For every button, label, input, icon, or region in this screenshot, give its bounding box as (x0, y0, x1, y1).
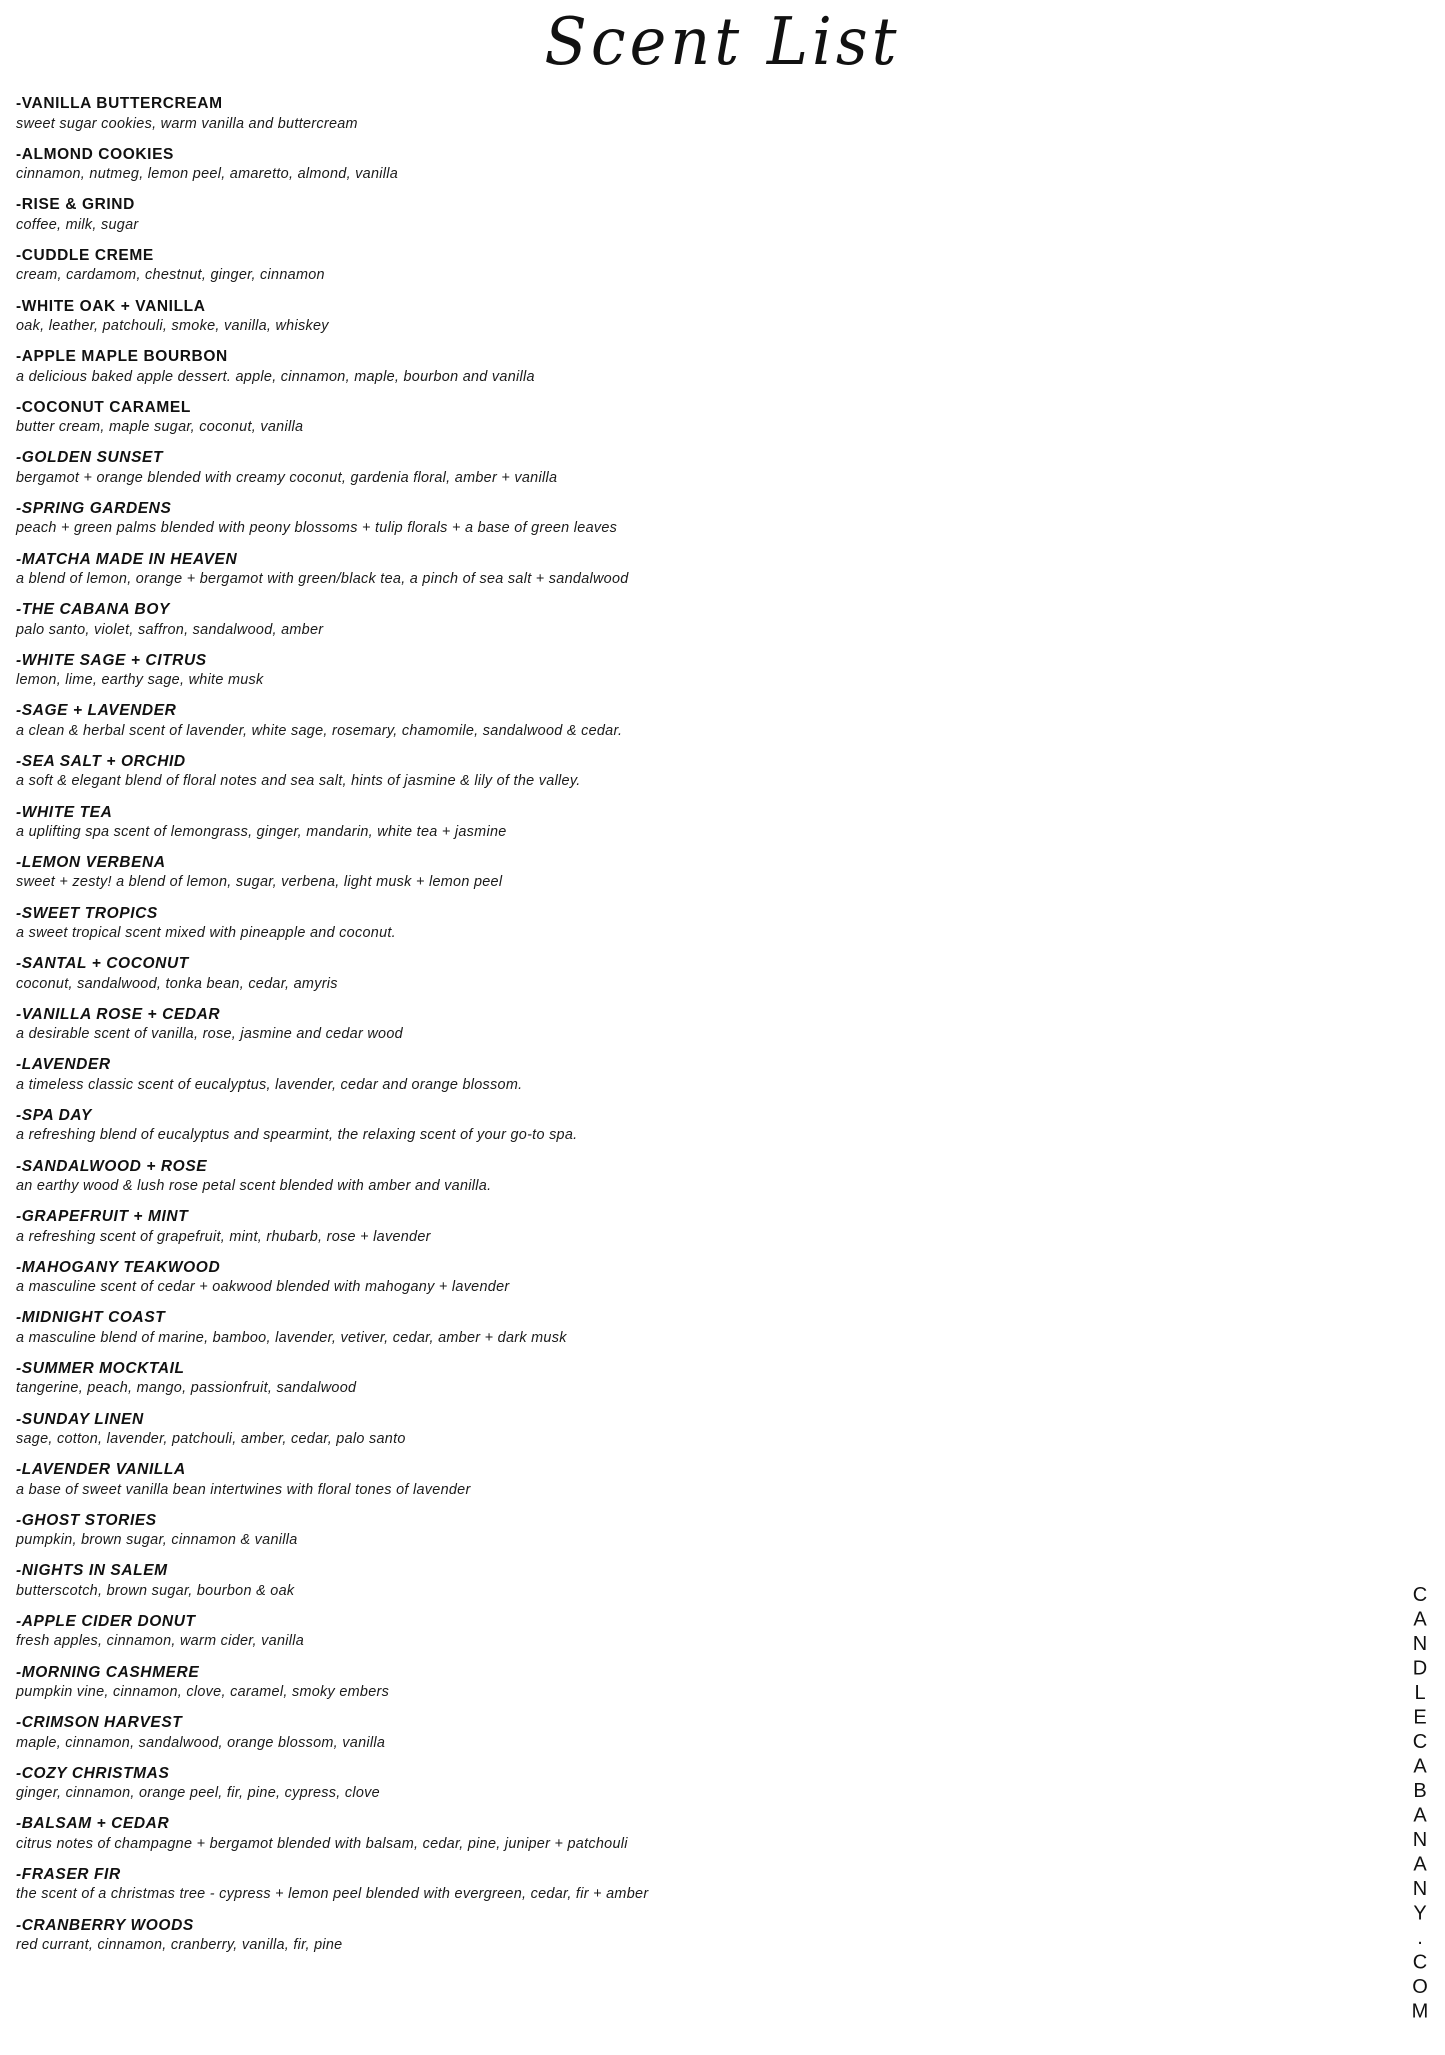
scent-description: lemon, lime, earthy sage, white musk (16, 672, 264, 689)
scent-name: -SPRING GARDENS (16, 499, 172, 517)
scent-description: red currant, cinnamon, cranberry, vanilla, fir, pine (16, 1936, 343, 1953)
scent-name: -SWEET TROPICS (16, 904, 158, 922)
scent-description: pumpkin, brown sugar, cinnamon & vanilla (16, 1532, 298, 1549)
scent-entry (16, 1460, 1330, 1499)
scent-description: sage, cotton, lavender, patchouli, amber, cedar, palo santo (16, 1431, 406, 1447)
scent-name: -SEA SALT + ORCHID (16, 752, 186, 770)
scent-description: citrus notes of champagne + bergamot blended with balsam, cedar, pine, juniper + patchouli (16, 1835, 628, 1852)
scent-entry (16, 1764, 1330, 1803)
scent-description: palo santo, violet, saffron, sandalwood, amber (16, 621, 324, 638)
scent-description: a uplifting spa scent of lemongrass, ginger, mandarin, white tea + jasmine (16, 823, 507, 840)
scent-entry (16, 398, 1330, 437)
scent-entry (16, 1561, 1330, 1600)
scent-name: -LAVENDER (16, 1056, 111, 1074)
scent-description: coconut, sandalwood, tonka bean, cedar, amyris (16, 975, 338, 992)
scent-entry (16, 499, 1330, 538)
scent-description: sweet + zesty! a blend of lemon, sugar, verbena, light musk + lemon peel (16, 874, 503, 891)
scent-name: -LEMON VERBENA (16, 854, 166, 872)
scent-name: -CRANBERRY WOODS (16, 1916, 194, 1934)
scent-entry (16, 1258, 1330, 1297)
scent-name: -SAGE + LAVENDER (16, 702, 177, 720)
scent-name: -MATCHA MADE IN HEAVEN (16, 550, 238, 568)
scent-entry (16, 600, 1330, 639)
scent-entry (16, 853, 1330, 892)
scent-entry (16, 651, 1330, 690)
scent-description: butter cream, maple sugar, coconut, vanilla (16, 419, 304, 436)
scent-description: coffee, milk, sugar (16, 216, 139, 233)
scent-entry (16, 1410, 1330, 1449)
scent-name: -RISE & GRIND (16, 196, 135, 214)
scent-name: -SPA DAY (16, 1107, 92, 1125)
scent-description: oak, leather, patchouli, smoke, vanilla, whiskey (16, 317, 329, 334)
scent-name: -ALMOND COOKIES (16, 145, 174, 163)
scent-name: -SUMMER MOCKTAIL (16, 1360, 185, 1378)
scent-name: -FRASER FIR (16, 1865, 121, 1883)
scent-name: -BALSAM + CEDAR (16, 1815, 170, 1833)
scent-name: -COZY CHRISTMAS (16, 1764, 170, 1782)
scent-description: pumpkin vine, cinnamon, clove, caramel, smoky embers (16, 1683, 390, 1700)
scent-entry (16, 701, 1330, 740)
scent-entry (16, 550, 1330, 589)
scent-description: maple, cinnamon, sandalwood, orange blossom, vanilla (16, 1734, 386, 1751)
scent-entry (16, 803, 1330, 842)
scent-name: -COCONUT CARAMEL (16, 398, 191, 416)
watermark: CANDLECABANANY.COM (1409, 1584, 1431, 2025)
scent-name: -WHITE SAGE + CITRUS (16, 651, 207, 669)
scent-entry (16, 1612, 1330, 1651)
scent-name: -WHITE OAK + VANILLA (16, 297, 206, 315)
scent-entry (16, 94, 1330, 133)
scent-name: -MORNING CASHMERE (16, 1663, 200, 1681)
scent-name: -APPLE CIDER DONUT (16, 1613, 196, 1630)
scent-description: a delicious baked apple dessert. apple, cinnamon, maple, bourbon and vanilla (16, 368, 535, 385)
scent-description: cinnamon, nutmeg, lemon peel, amaretto, almond, vanilla (16, 166, 399, 183)
scent-description: fresh apples, cinnamon, warm cider, vanilla (16, 1633, 305, 1650)
scent-name: -APPLE MAPLE BOURBON (16, 348, 228, 366)
scent-name: -CUDDLE CREME (16, 246, 154, 264)
scent-name: -GRAPEFRUIT + MINT (16, 1208, 189, 1226)
scent-name: -WHITE TEA (16, 803, 113, 821)
page-title: Scent List (544, 3, 901, 80)
scent-name: -MAHOGANY TEAKWOOD (16, 1258, 221, 1276)
scent-description: peach + green palms blended with peony blossoms + tulip florals + a base of green leaves (16, 520, 618, 537)
scent-name: -VANILLA ROSE + CEDAR (16, 1005, 221, 1023)
scent-entry (16, 1308, 1330, 1347)
scent-description: a blend of lemon, orange + bergamot with green/black tea, a pinch of sea salt + sandalwood (16, 570, 629, 587)
scent-name: -CRIMSON HARVEST (16, 1714, 183, 1732)
scent-description: bergamot + orange blended with creamy coconut, gardenia floral, amber + vanilla (16, 469, 558, 486)
scent-entry (16, 1106, 1330, 1145)
scent-description: the scent of a christmas tree - cypress + lemon peel blended with evergreen, cedar, fir + amber (16, 1886, 649, 1903)
scent-entry (16, 1663, 1330, 1702)
scent-description: a soft & elegant blend of floral notes and sea salt, hints of jasmine & lily of the valley. (16, 773, 581, 790)
scent-entry (16, 297, 1330, 336)
scent-entry (16, 1207, 1330, 1246)
scent-entry (16, 1359, 1330, 1398)
scent-description: an earthy wood & lush rose petal scent blended with amber and vanilla. (16, 1178, 492, 1195)
scent-name: -SANTAL + COCONUT (16, 955, 189, 973)
scent-description: a base of sweet vanilla bean intertwines with floral tones of lavender (16, 1481, 471, 1498)
scent-description: a clean & herbal scent of lavender, white sage, rosemary, chamomile, sandalwood & cedar. (16, 722, 623, 739)
scent-description: a desirable scent of vanilla, rose, jasmine and cedar wood (16, 1026, 403, 1043)
scent-entry (16, 1713, 1330, 1752)
scent-name: -LAVENDER VANILLA (16, 1461, 186, 1479)
scent-name: -THE CABANA BOY (16, 601, 170, 619)
scent-description: a sweet tropical scent mixed with pineapple and coconut. (16, 925, 396, 942)
scent-entry (16, 954, 1330, 993)
scent-entry (16, 1511, 1330, 1550)
scent-description: ginger, cinnamon, orange peel, fir, pine, cypress, clove (16, 1785, 380, 1802)
scent-description: a masculine scent of cedar + oakwood blended with mahogany + lavender (16, 1279, 510, 1296)
scent-entry (16, 1814, 1330, 1853)
scent-entry (16, 1055, 1330, 1094)
scent-name: -SUNDAY LINEN (16, 1410, 144, 1428)
scent-entry (16, 1157, 1330, 1196)
scent-entry (16, 448, 1330, 487)
scent-description: butterscotch, brown sugar, bourbon & oak (16, 1582, 295, 1599)
scent-entry (16, 347, 1330, 386)
scent-description: cream, cardamom, chestnut, ginger, cinnamon (16, 267, 325, 284)
scent-name: -MIDNIGHT COAST (16, 1309, 166, 1327)
scent-entry (16, 195, 1330, 234)
scent-entry (16, 1916, 1330, 1955)
scent-list (0, 94, 1330, 1954)
scent-description: tangerine, peach, mango, passionfruit, sandalwood (16, 1380, 357, 1397)
scent-entry (16, 246, 1330, 285)
scent-description: a refreshing blend of eucalyptus and spearmint, the relaxing scent of your go-to spa. (16, 1127, 578, 1144)
scent-entry (16, 904, 1330, 943)
scent-entry (16, 1865, 1330, 1904)
scent-description: a timeless classic scent of eucalyptus, lavender, cedar and orange blossom. (16, 1076, 523, 1093)
scent-entry (16, 752, 1330, 791)
scent-name: -VANILLA BUTTERCREAM (16, 95, 223, 113)
scent-name: -GHOST STORIES (16, 1511, 157, 1529)
scent-entry (16, 145, 1330, 184)
scent-description: a masculine blend of marine, bamboo, lavender, vetiver, cedar, amber + dark musk (16, 1329, 567, 1346)
scent-description: sweet sugar cookies, warm vanilla and buttercream (16, 115, 358, 132)
scent-description: a refreshing scent of grapefruit, mint, rhubarb, rose + lavender (16, 1228, 431, 1245)
scent-entry (16, 1005, 1330, 1044)
scent-name: -NIGHTS IN SALEM (16, 1562, 168, 1580)
scent-name: -GOLDEN SUNSET (16, 449, 164, 467)
scent-name: -SANDALWOOD + ROSE (16, 1157, 208, 1175)
